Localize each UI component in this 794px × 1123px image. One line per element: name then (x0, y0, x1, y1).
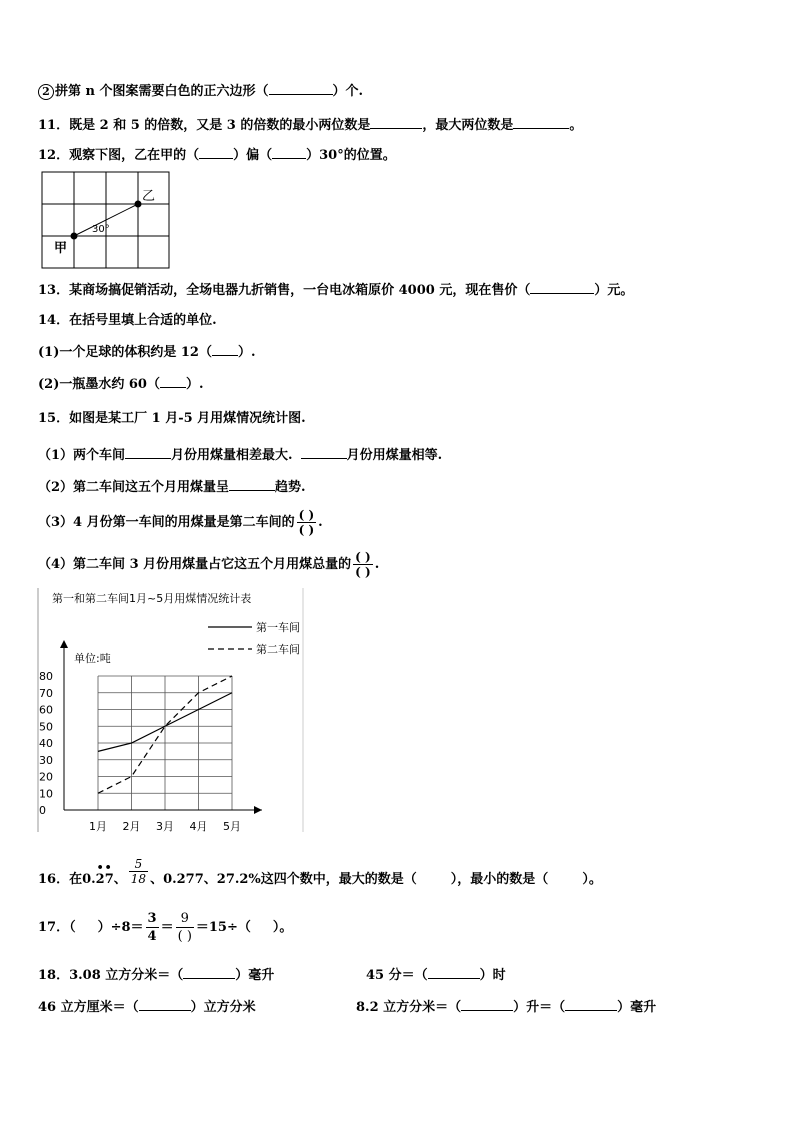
answer-blank[interactable] (160, 375, 186, 388)
answer-blank[interactable] (417, 871, 451, 883)
answer-blank[interactable] (461, 998, 513, 1011)
question-15-3: （3）4 月份第一车间的用煤量是第二车间的 $\frac{( )}{( )}$ . (38, 508, 323, 537)
point-jia (71, 233, 78, 240)
question-18-b: 45 分＝（ ）时 (366, 968, 506, 983)
answer-blank[interactable] (272, 146, 306, 159)
question-15-4: （4）第二车间 3 月份用煤量占它这五个月用煤总量的 $\frac{( )}{( )}$ . (38, 550, 380, 579)
question-15-1: （1）两个车间 月份用煤量相差最大. 月份用煤量相等. (38, 448, 443, 463)
x-tick-label: 2月 (122, 820, 141, 833)
y-tick-label: 40 (39, 737, 53, 750)
fraction-5-18: $\frac{5}{18}$ (130, 857, 147, 886)
question-11: 11．既是 2 和 5 的倍数，又是 3 的倍数的最小两位数是 ，最大两位数是 。 (38, 118, 583, 133)
answer-blank[interactable] (269, 82, 333, 95)
y-tick-label: 30 (39, 753, 53, 767)
legend-label-series-1: 第一车间 (256, 621, 300, 634)
label-yi: 乙 (142, 189, 156, 204)
chart-legend (208, 620, 300, 656)
y-axis-arrow (60, 640, 68, 648)
question-15-title: 15．如图是某工厂 1 月-5 月用煤情况统计图. (38, 411, 306, 426)
fraction-3-4: $\frac{3}{4}$ (147, 911, 157, 944)
question-13: 13．某商场搞促销活动，全场电器九折销售，一台电冰箱原价 4000 元，现在售价（ ）元。 (38, 283, 634, 298)
repeat-dot: • (96, 861, 104, 874)
y-tick-label: 50 (39, 720, 53, 734)
answer-blank[interactable] (513, 116, 569, 129)
direction-grid-diagram (40, 170, 174, 272)
question-18-d: 8.2 立方分米＝（ ）升＝（ ）毫升 (356, 1000, 657, 1015)
y-tick-label: 20 (39, 770, 53, 784)
answer-blank[interactable] (301, 446, 347, 459)
legend-label-series-2: 第二车间 (256, 643, 300, 656)
repeating-decimal: • • 27 (96, 862, 114, 898)
answer-blank[interactable] (125, 446, 171, 459)
y-tick-label: 70 (39, 686, 53, 700)
question-14-2: (2)一瓶墨水约 60（ ）. (38, 377, 204, 392)
answer-blank[interactable] (428, 966, 480, 979)
y-tick-label: 10 (39, 787, 53, 801)
answer-blank[interactable] (183, 966, 235, 979)
answer-blank[interactable] (199, 146, 233, 159)
answer-blank[interactable] (229, 478, 275, 491)
question-17: 17．（ ）÷8＝ $\frac{3}{4}$ ＝ $\frac{9}{( )}$ ＝15÷（ ）。 (38, 911, 293, 944)
x-tick-label: 3月 (156, 820, 174, 833)
x-tick-label: 5月 (223, 820, 241, 833)
answer-blank[interactable] (139, 998, 191, 1011)
chart-title: 第一和第二车间1月~5月用煤情况统计表 (52, 592, 252, 605)
answer-blank[interactable] (370, 116, 422, 129)
repeat-dot: • (104, 861, 112, 874)
label-jia: 甲 (54, 241, 68, 256)
question-14-1: (1)一个足球的体积约是 12（ ）. (38, 345, 256, 360)
x-tick-label: 4月 (189, 820, 208, 833)
coal-usage-line-chart (36, 586, 308, 836)
x-tick-label: 1月 (89, 820, 107, 833)
question-14-title: 14．在括号里填上合适的单位. (38, 313, 217, 328)
y-tick-label: 80 (39, 670, 53, 683)
answer-blank[interactable] (565, 998, 617, 1011)
chart-unit-label: 单位:吨 (74, 652, 111, 665)
plot-area (39, 640, 262, 833)
y-tick-label: 0 (39, 804, 46, 817)
fraction-9-blank[interactable]: $\frac{9}{( )}$ (177, 911, 192, 944)
fraction-blank[interactable]: $\frac{( )}{( )}$ (355, 550, 371, 579)
x-axis-arrow (254, 806, 262, 814)
circled-number: 2 (38, 84, 54, 100)
answer-blank[interactable] (530, 281, 594, 294)
q10-part2: 2 拼第 n 个图案需要白色的正六边形（ ）个. (38, 82, 363, 101)
angle-label: 30° (92, 224, 110, 235)
question-18-c: 46 立方厘米＝（ ）立方分米 (38, 1000, 256, 1015)
question-16: 16．在0. • • 27、 $\frac{5}{18}$ 、0.277、27.2%这四个数中，最大的数是（ ），最小的数是（ ）。 (38, 862, 602, 898)
question-18-a: 18．3.08 立方分米＝（ ）毫升 (38, 968, 275, 983)
question-12: 12．观察下图，乙在甲的（ ）偏（ ）30°的位置。 (38, 148, 396, 163)
answer-blank[interactable] (212, 343, 238, 356)
point-yi (135, 201, 142, 208)
y-tick-label: 60 (39, 703, 53, 717)
fraction-blank[interactable]: $\frac{( )}{( )}$ (298, 508, 315, 537)
answer-blank[interactable] (548, 871, 582, 883)
question-15-2: （2）第二车间这五个月用煤量呈 趋势. (38, 480, 306, 495)
